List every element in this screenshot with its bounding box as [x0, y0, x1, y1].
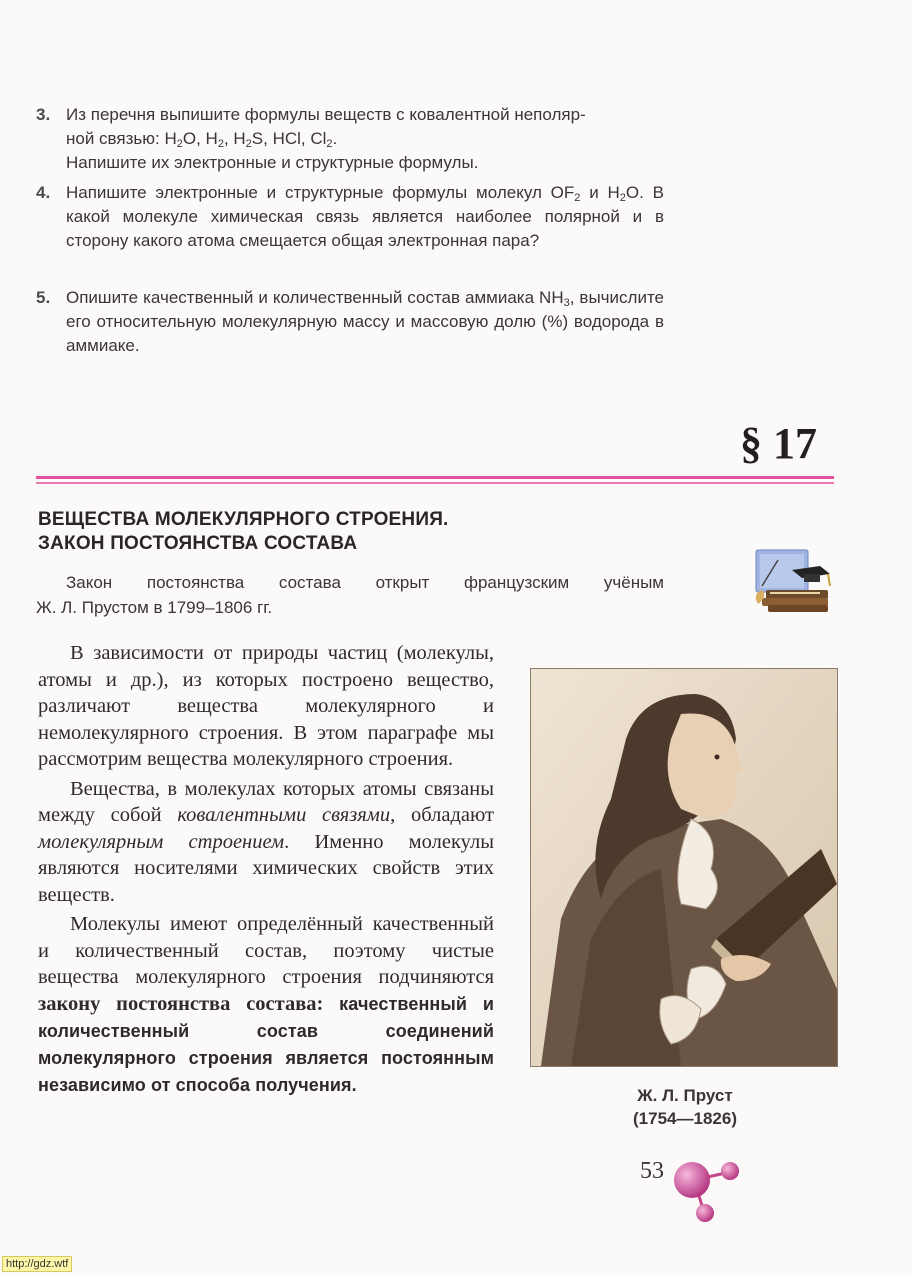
watermark: http://gdz.wtf — [2, 1256, 72, 1272]
body-text — [38, 640, 494, 1102]
portrait-caption: Ж. Л. Пруст (1754—1826) — [633, 1086, 737, 1128]
intro-line-1: Закон постоянства состава открыт французским учёным — [66, 573, 664, 592]
paragraph-2: Вещества, в молекулах которых атомы связаны между собой ковалентными связями, обладают молекулярным строением. Именно молекулы являются носителями химических свойств этих веществ. — [38, 777, 495, 906]
question-text: Напишите их электронные и структурные формулы. — [66, 153, 479, 172]
question-text: Опишите качественный и количественный состав аммиака $NH_3$, вычислите его относительную молекулярную массу и массовую долю (%) водорода в аммиаке. — [66, 288, 665, 355]
question-text: Из перечня выпишите формулы веществ с ковалентной неполяр- — [66, 105, 586, 124]
paragraph-1: В зависимости от природы частиц (молекулы, атомы и др.), из которых построено вещество, различают вещества молекулярного и немолекулярного строения. В этом параграфе мы рассмотрим вещества молекулярного строения. — [38, 642, 494, 770]
portrait-image — [530, 668, 838, 1067]
books-graduation-cap-icon — [748, 546, 836, 616]
question-number: 5. — [36, 288, 51, 307]
question-4 — [36, 181, 664, 253]
intro-line-2: Ж. Л. Прустом в 1799–1806 гг. — [36, 598, 273, 617]
question-5 — [36, 286, 664, 358]
term-covalent-bonds: ковалентными связями — [177, 804, 391, 826]
question-text: ной связью: $H_2O$, $H_2$, $H_2S$, HCl, $Cl_2$. — [66, 129, 338, 150]
question-text: Напишите электронные и структурные формулы молекул $OF_2$ и $H_2O$. В какой молекуле химическая связь является наиболее полярной и в сторону какого атома смещается общая электронная пара? — [66, 183, 664, 250]
section-divider-secondary — [36, 482, 834, 484]
question-number: 3. — [36, 105, 51, 124]
section-number: § 17 — [740, 419, 817, 468]
section-divider — [36, 476, 834, 479]
term-law-constant-composition: закону постоянства состава: — [38, 992, 324, 1015]
term-molecular-structure: молекулярным строением — [38, 830, 285, 853]
law-statement: качественный и количественный состав соединений молекулярного строения является постоянным независимо от способа получения. — [38, 993, 494, 1095]
question-3 — [36, 103, 664, 175]
section-title: ВЕЩЕСТВА МОЛЕКУЛЯРНОГО СТРОЕНИЯ. ЗАКОН ПОСТОЯНСТВА СОСТАВА — [38, 509, 449, 554]
section-intro — [36, 570, 664, 620]
molecule-icon — [668, 1150, 748, 1226]
page-number: 53 — [640, 1158, 664, 1184]
paragraph-3: Молекулы имеют определённый качественный и количественный состав, поэтому чистые вещества молекулярного строения подчиняются закону постоянства состава: качественный и количественный состав соединений молекулярного строения является постоянным независимо от способа получения. — [38, 913, 494, 1095]
question-number: 4. — [36, 183, 51, 202]
